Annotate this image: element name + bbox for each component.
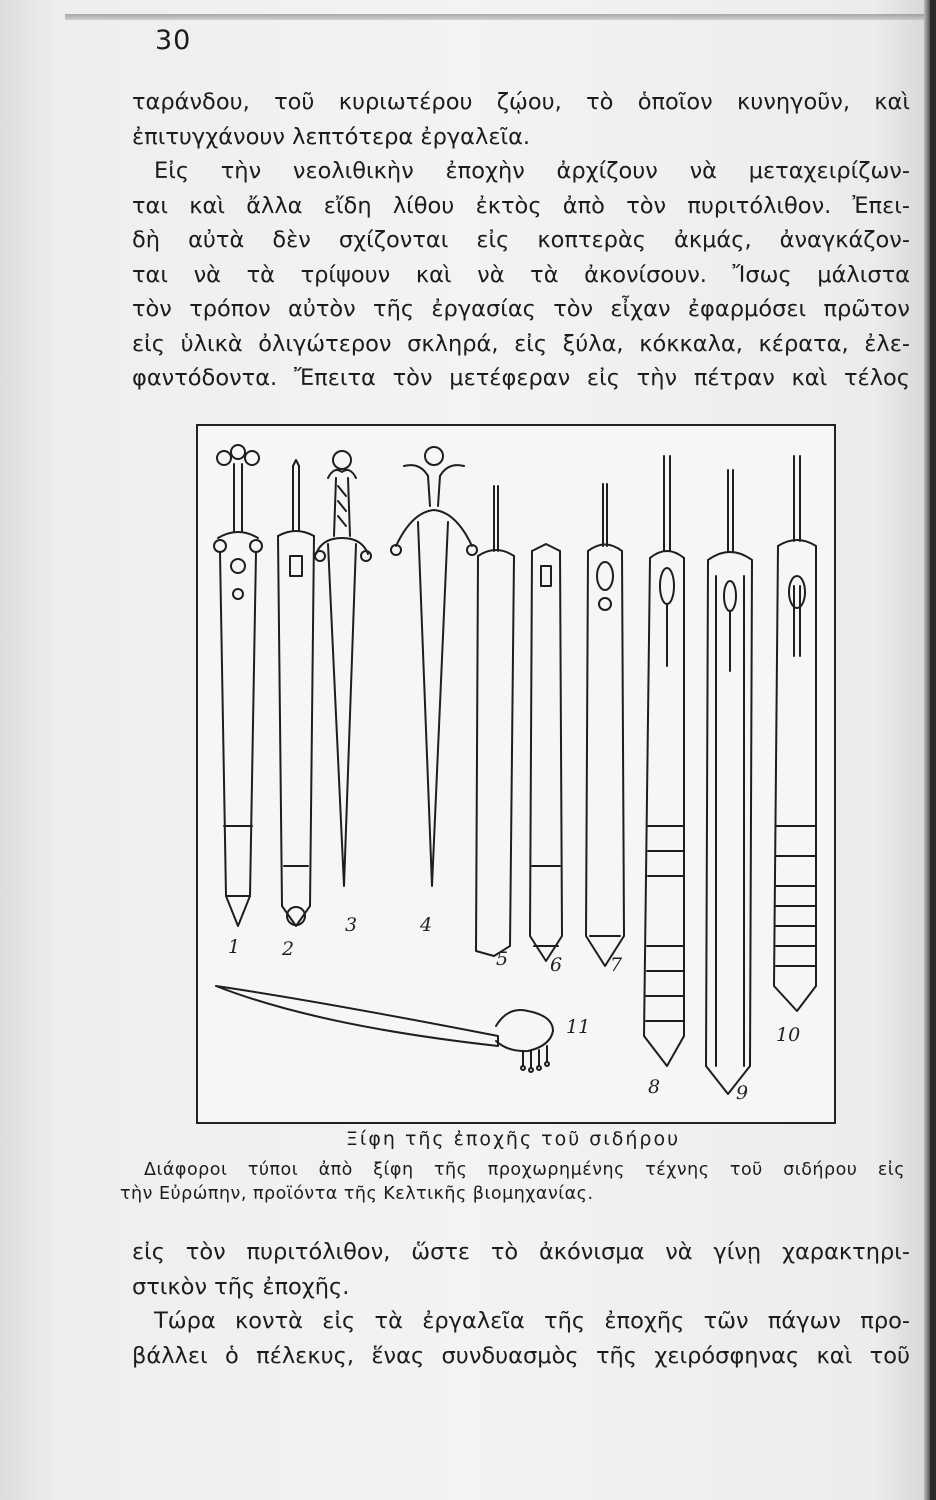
sword-10 xyxy=(774,456,816,1011)
top-rule xyxy=(65,14,925,20)
figure-label: 10 xyxy=(776,1024,801,1046)
figure-label: 3 xyxy=(345,914,358,936)
sword-3 xyxy=(315,451,371,886)
text-line: εἰς τὸν πυριτόλιθον, ὥστε τὸ ἀκόνισμα νὰ γίνῃ χαρακτηρι- xyxy=(132,1239,910,1265)
sword-8 xyxy=(644,456,684,1066)
figure-label: 11 xyxy=(566,1016,591,1038)
figure-caption xyxy=(120,1158,905,1206)
figure-label: 9 xyxy=(736,1082,749,1104)
sword-11 xyxy=(216,986,553,1072)
figure-label: 1 xyxy=(228,936,241,958)
swords-illustration xyxy=(196,424,836,1124)
page-number: 30 xyxy=(155,25,192,56)
paragraph-top xyxy=(132,85,910,396)
paragraph-bottom xyxy=(132,1235,910,1373)
sword-2 xyxy=(278,460,314,926)
text-line: Εἰς τὴν νεολιθικὴν ἐποχὴν ἀρχίζουν νὰ μεταχειρίζων- xyxy=(154,158,910,184)
sword-6 xyxy=(530,544,562,961)
text-line: εἰς ὑλικὰ ὀλιγώτερον σκληρά, εἰς ξύλα, κόκκαλα, κέρατα, ἐλε- xyxy=(132,330,910,357)
text-line: βάλλει ὁ πέλεκυς, ἕνας συνδυασμὸς τῆς χειρόσφηνας καὶ τοῦ xyxy=(132,1342,910,1369)
sword-7 xyxy=(586,484,624,966)
sword-4 xyxy=(391,447,477,886)
text-line: φαντόδοντα. Ἔπειτα τὸν μετέφεραν εἰς τὴν πέτραν καὶ τέλος xyxy=(132,365,910,391)
text-line: δὴ αὐτὰ δὲν σχίζονται εἰς κοπτερὰς ἀκμάς, ἀναγκάζον- xyxy=(132,227,910,253)
text-line: ται καὶ ἄλλα εἴδη λίθου ἐκτὸς ἀπὸ τὸν πυριτόλιθον. Ἐπει- xyxy=(132,192,910,219)
figure-label: 4 xyxy=(420,914,433,936)
text-line: Τώρα κοντὰ εἰς τὰ ἐργαλεῖα τῆς ἐποχῆς τῶν πάγων προ- xyxy=(154,1308,910,1334)
figure-label: 2 xyxy=(282,938,295,960)
text-line: ταράνδου, τοῦ κυριωτέρου ζῴου, τὸ ὁποῖον κυνηγοῦν, καὶ xyxy=(132,89,910,115)
caption-line: Διάφοροι τύποι ἀπὸ ξίφη τῆς προχωρημένης τέχνης τοῦ σιδήρου εἰς xyxy=(144,1160,905,1180)
figure-label: 7 xyxy=(610,954,623,976)
sword-1 xyxy=(214,445,262,926)
swords-drawing xyxy=(198,426,838,1126)
text-line: τὸν τρόπον αὐτὸν τῆς ἐργασίας τὸν εἶχαν ἐφαρμόσει πρῶτον xyxy=(132,296,910,322)
caption-line: τὴν Εὐρώπην, προϊόντα τῆς Κελτικῆς βιομηχανίας. xyxy=(120,1184,594,1204)
page-edge-shadow xyxy=(924,0,930,1500)
sword-5 xyxy=(476,486,514,956)
figure-label: 5 xyxy=(496,948,509,970)
text-line: ται νὰ τὰ τρίψουν καὶ νὰ τὰ ἀκονίσουν. Ἴσως μάλιστα xyxy=(132,261,910,288)
figure-label: 8 xyxy=(648,1076,661,1098)
figure-label: 6 xyxy=(550,954,563,976)
figure-title: Ξίφη τῆς ἐποχῆς τοῦ σιδήρου xyxy=(345,1128,681,1150)
text-line: ἐπιτυγχάνουν λεπτότερα ἐργαλεῖα. xyxy=(132,123,531,150)
text-line: στικὸν τῆς ἐποχῆς. xyxy=(132,1273,350,1300)
sword-9 xyxy=(706,470,752,1094)
